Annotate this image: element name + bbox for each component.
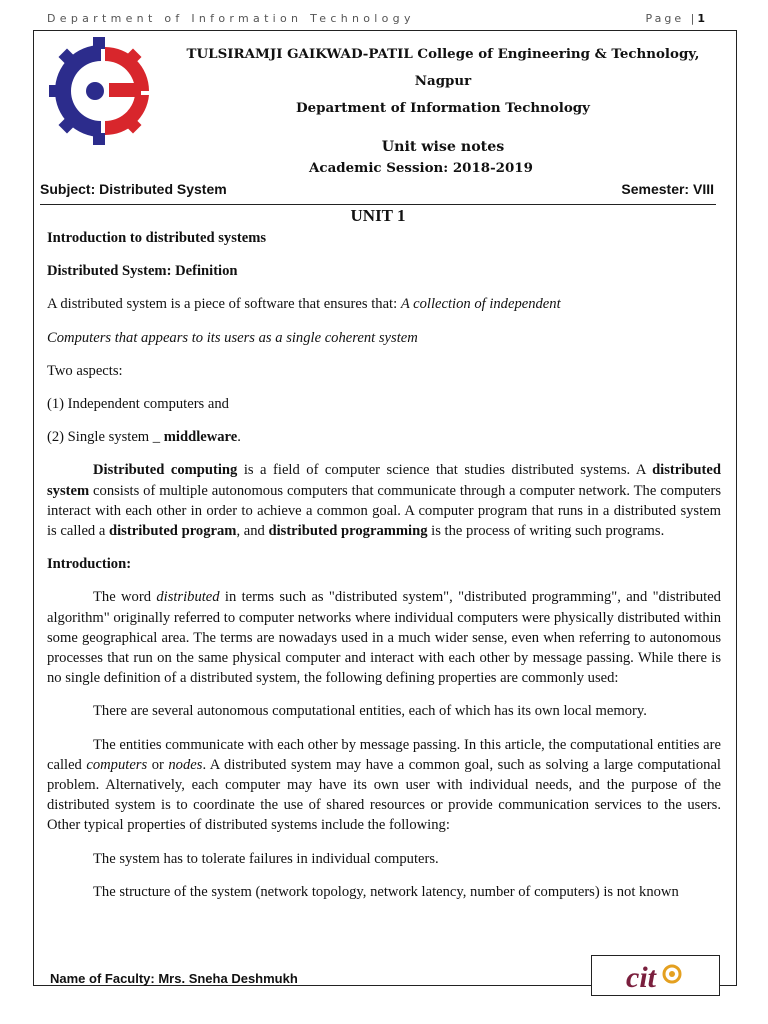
page-number-label: Page |1 <box>645 12 706 25</box>
property-2-paragraph: The entities communicate with each other by message passing. In this article, the computational entities are called computers or nodes. A distributed system may have a common goal, such as solving a large computational problem. Alternatively, each computer may have its own user with individual needs, and the purpose of the distributed system is to coordinate the use of shared resources or provide communication services to the users. Other typical properties of distributed systems include the following: <box>47 736 721 834</box>
footer-logo-box <box>591 955 720 996</box>
introduction-paragraph: The word distributed in terms such as "distributed system", "distributed programming", and "distributed algorithm" originally referred to computer networks where individual computers were physically distributed within some geographical area. The terms are nowadays used in a much wider sense, even when referring to autonomous processes that run on the same physical computer and interact with each other by message passing. While there is no single definition of a distributed system, the following defining properties are commonly used: <box>47 589 721 687</box>
notes-title: Unit wise notes <box>381 139 505 155</box>
heading-intro: Introduction to distributed systems <box>47 230 267 246</box>
semester-label: Semester: VIII <box>621 181 714 197</box>
heading-introduction: Introduction: <box>47 556 132 573</box>
distributed-computing-paragraph: Distributed computing is a field of computer science that studies distributed systems. A distributed system consists of multiple autonomous computers that communicate through a computer network. The computers interact with each other in order to achieve a common goal. A computer program that runs in a distributed system is called a distributed program, and distributed programming is the process of writing such programs. <box>47 462 721 540</box>
page-number: 1 <box>697 12 706 25</box>
aspects-label: Two aspects: <box>47 362 123 379</box>
aspect-1: (1) Independent computers and <box>47 396 229 413</box>
faculty-name: Name of Faculty: Mrs. Sneha Deshmukh <box>50 971 298 986</box>
subject-semester-row <box>40 178 716 205</box>
property-3: The system has to tolerate failures in individual computers. <box>93 850 439 867</box>
aspect-2: (2) Single system _ middleware. <box>47 429 241 446</box>
document-body <box>47 228 721 902</box>
definition-line1: A distributed system is a piece of software that ensures that: A collection of independent <box>47 296 561 313</box>
cit-logo-icon <box>622 960 692 992</box>
institution-name-line2: Nagpur <box>414 73 472 89</box>
subject-label: Subject: Distributed System <box>40 181 227 197</box>
college-gear-logo-icon <box>49 37 149 145</box>
property-4: The structure of the system (network topology, network latency, number of computers) is not known <box>93 883 679 900</box>
unit-title: UNIT 1 <box>350 206 406 225</box>
property-1: There are several autonomous computational entities, each of which has its own local memory. <box>93 703 647 720</box>
definition-line2: Computers that appears to its users as a single coherent system <box>47 329 418 346</box>
institution-name-line1: TULSIRAMJI GAIKWAD-PATIL College of Engineering & Technology, <box>186 46 700 62</box>
institution-department: Department of Information Technology <box>296 100 590 116</box>
heading-definition: Distributed System: Definition <box>47 263 238 280</box>
svg-text:cit: cit <box>626 961 656 992</box>
academic-session: Academic Session: 2018-2019 <box>309 160 533 176</box>
running-header-department: Department of Information Technology <box>47 12 415 25</box>
